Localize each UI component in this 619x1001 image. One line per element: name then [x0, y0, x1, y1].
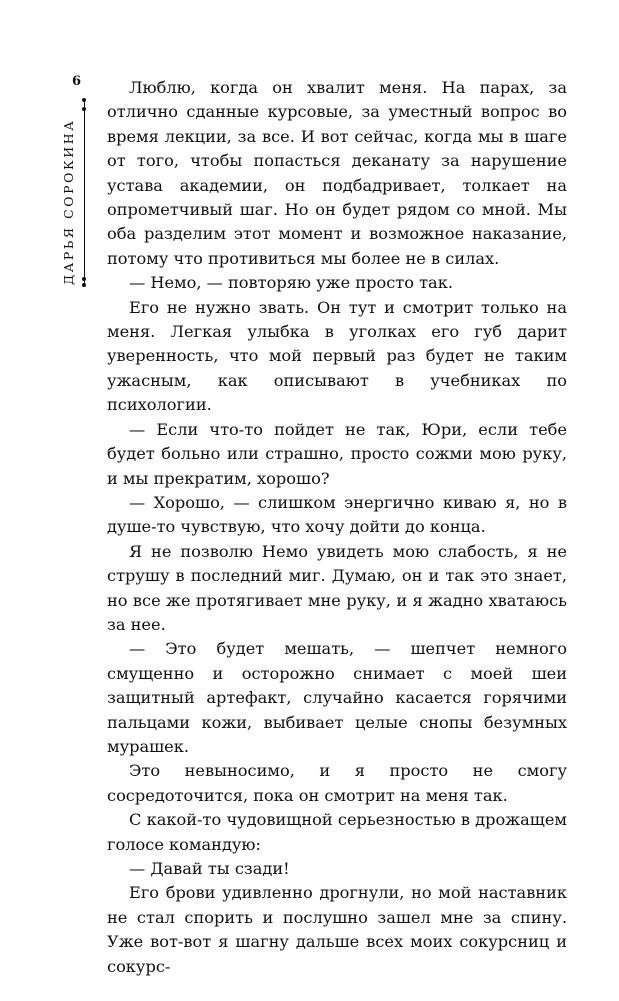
running-head-author: ДАРЬЯ СОРОКИНА	[61, 118, 76, 285]
paragraph: С какой-то чудовищной серьезностью в дрожащем голосе командую:	[107, 810, 567, 854]
paragraph: — Хорошо, — слишком энергично киваю я, но в душе-то чувствую, что хочу дойти до конца.	[107, 492, 567, 537]
rule-segment-main	[84, 109, 85, 279]
paragraph: — Давай ты сзади!	[129, 859, 290, 878]
paragraph: — Это будет мешать, — шепчет немного смущенно и осторожно снимает с моей шеи защитный артефакт, случайно касается горячими пальцами кожи, выбивает целые снопы безумных мурашек.	[107, 639, 567, 756]
paragraph: Его брови удивленно дрогнули, но мой наставник не стал спорить и послушно зашел мне за спину. Уже вот-вот я шагну дальше всех моих сокурсниц и сокурс-	[107, 883, 567, 976]
paragraph: Я не позволю Немо увидеть мою слабость, я не струшу в последний миг. Думаю, он и так это знает, но все же протягивает мне руку, и я жадно хватаюсь за нее.	[107, 541, 567, 634]
paragraph: — Немо, — повторяю уже просто так.	[129, 273, 453, 293]
rule-dot-end	[82, 283, 86, 287]
paragraph: Его не нужно звать. Он тут и смотрит только на меня. Легкая улыбка в уголках его губ дарит уверенность, что мой первый раз будет не таким ужасным, как описывают в учебниках по психологии.	[107, 297, 567, 415]
page-number: 6	[72, 74, 82, 89]
body-text	[107, 76, 567, 979]
rule-dot-top	[82, 98, 86, 102]
paragraph: Люблю, когда он хвалит меня. На парах, за отлично сданные курсовые, за уместный вопрос во время лекции, за все. И вот сейчас, когда мы в шаге от того, чтобы попасться деканату за нарушение устава академии, он подбадривает, толкает на опрометчивый шаг. Но он будет рядом со мной. Мы оба разделим этот момент и возможное наказание, потому что противиться мы более не в силах.	[107, 78, 567, 268]
paragraph: Это невыносимо, и я просто не смогу сосредоточится, пока он смотрит на меня так.	[107, 761, 567, 805]
paragraph: — Если что-то пойдет не так, Юри, если тебе будет больно или страшно, просто сожми мою руку, и мы прекратим, хорошо?	[107, 419, 567, 488]
